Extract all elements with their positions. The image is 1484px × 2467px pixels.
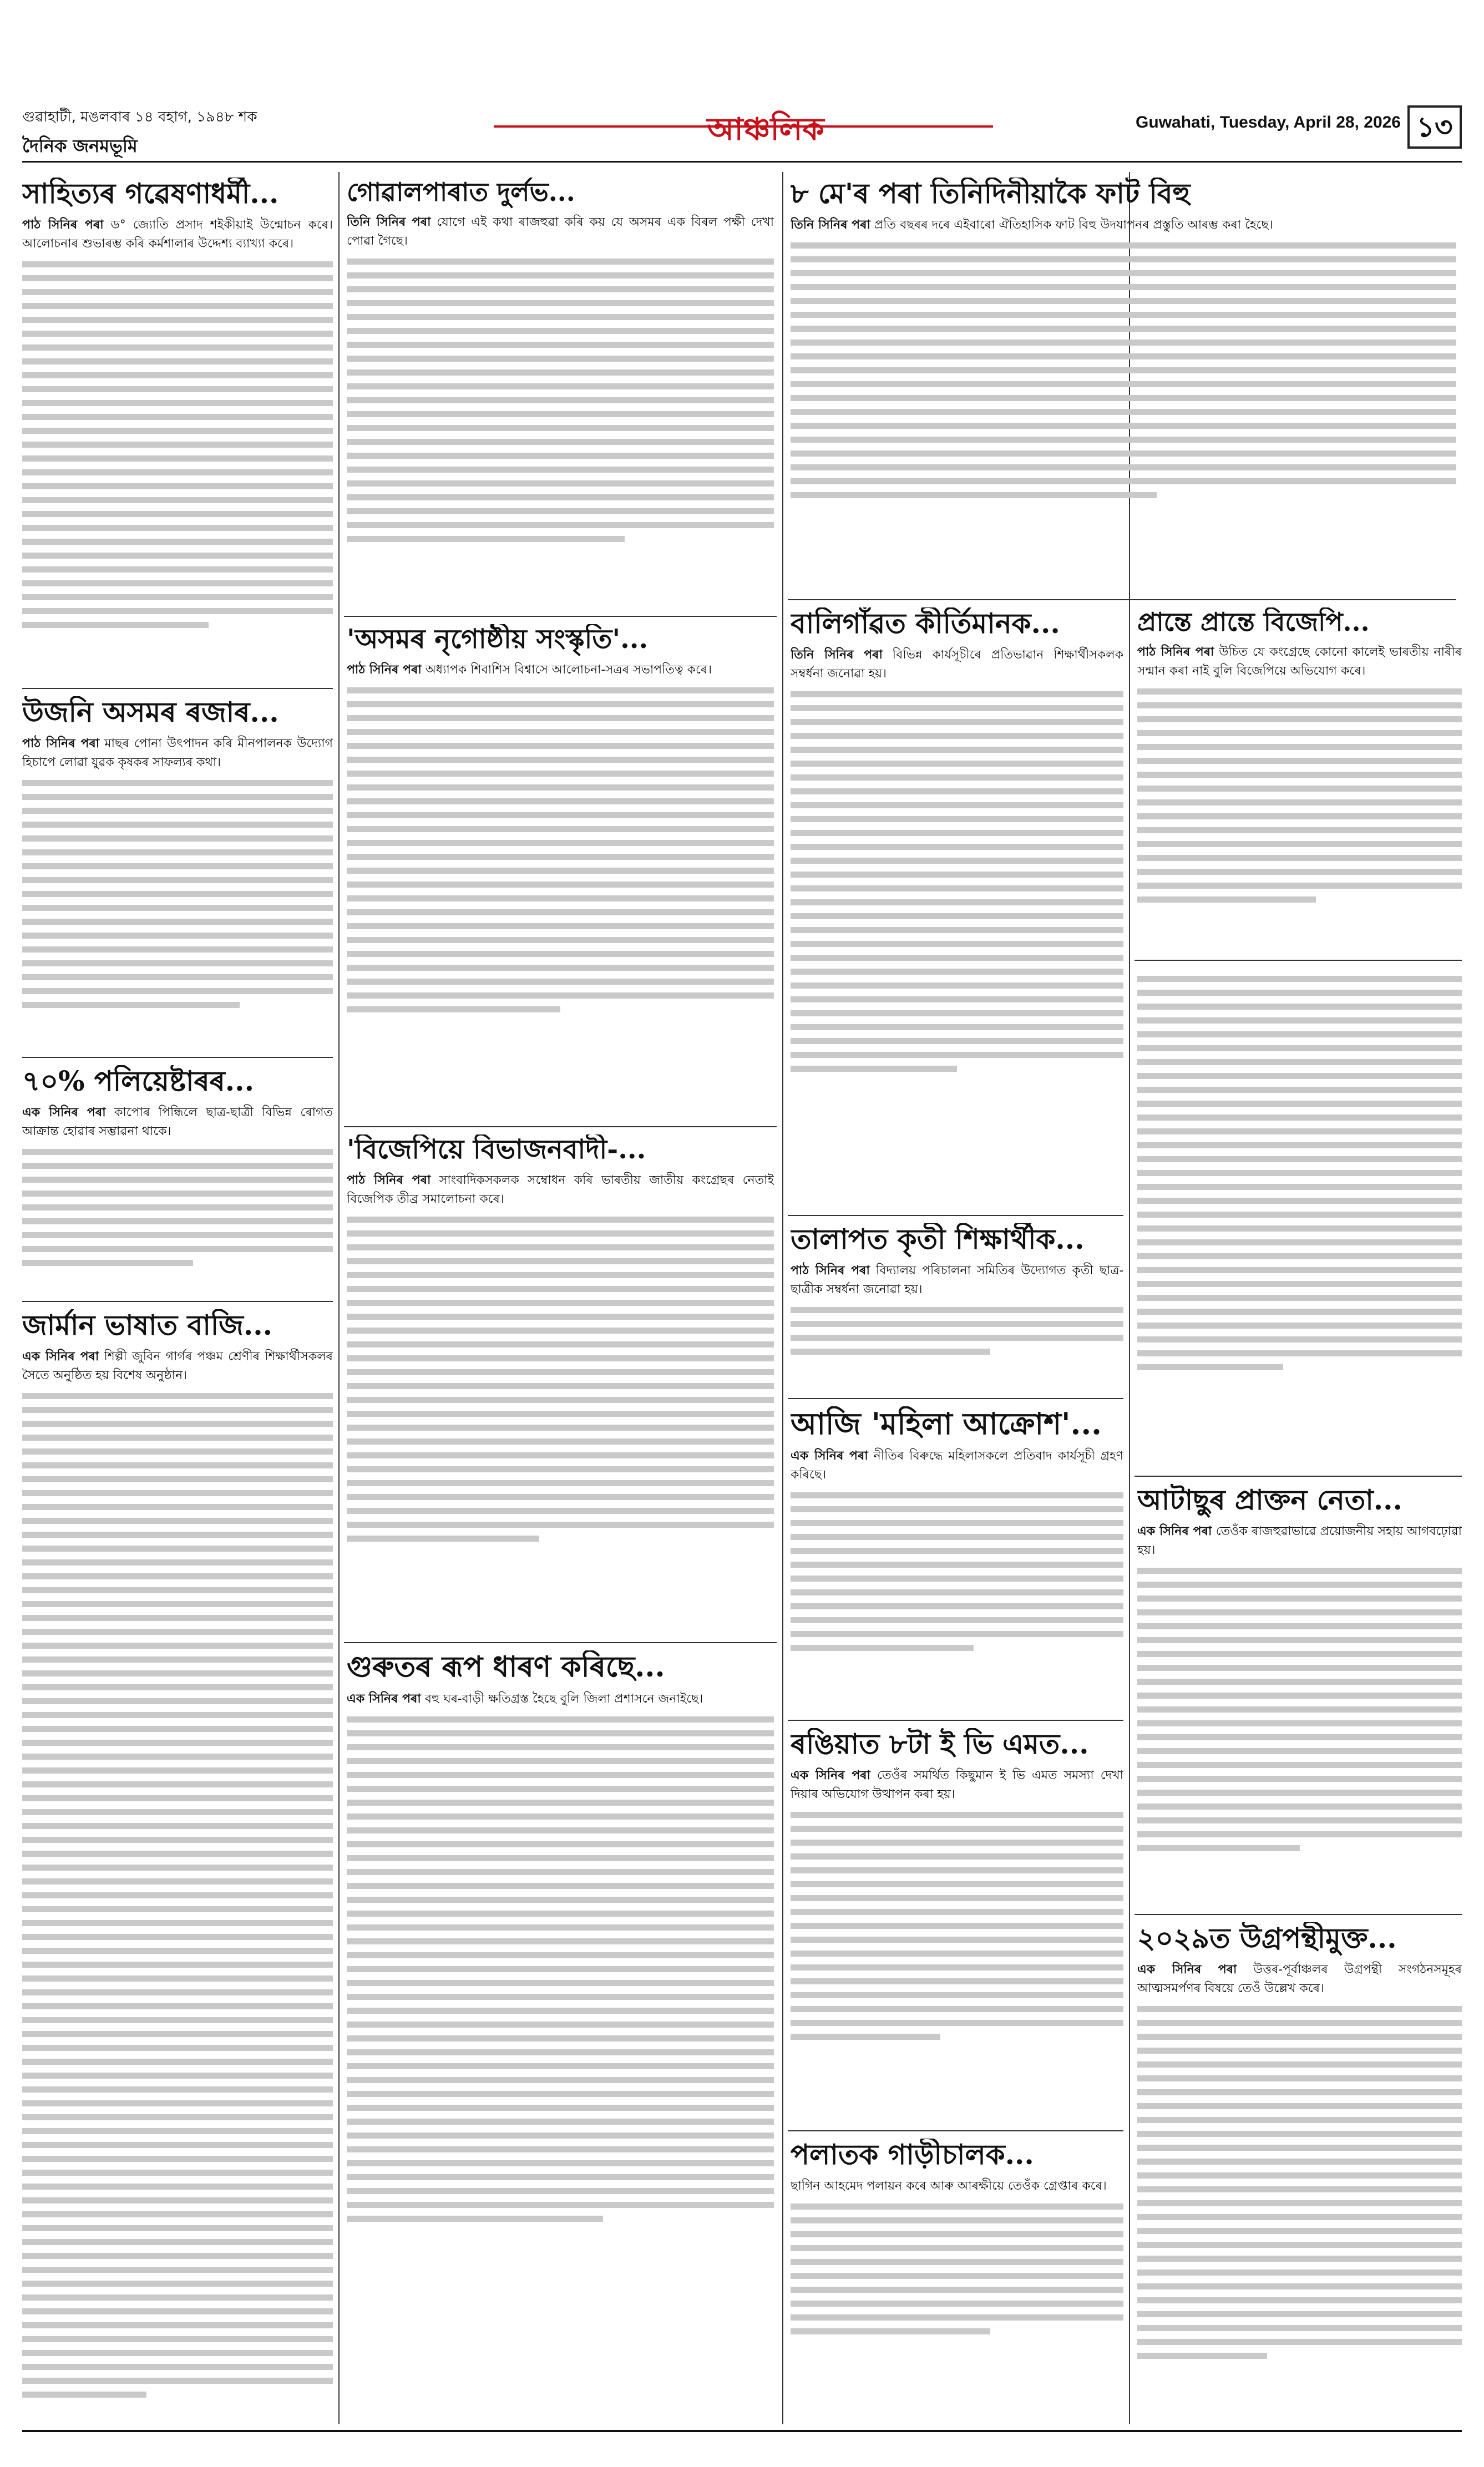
article-body [347,212,774,251]
article [1137,1922,1462,2422]
article-text: মাছৰ পোনা উৎপাদন কৰি মীনপালনক উদ্যোগ হিচাপে লোৱা যুৱক কৃষকৰ সাফল্যৰ কথা। [22,736,333,769]
section-divider [22,688,333,689]
article-headline: 'অসমৰ নৃগোষ্ঠীয় সংস্কৃতি'... [347,624,649,655]
column-divider [782,172,783,2424]
text-placeholder [791,1307,1123,1355]
article-body [347,1689,774,1709]
article-dateline: এক সিনিৰ পৰা [1137,1523,1212,1538]
article-headline: 'বিজেপিয়ে বিভাজনবাদী-... [347,1134,646,1165]
header-divider [22,161,1462,163]
article [791,2139,1123,2422]
section-divider [344,616,777,617]
article-headline: গুৰুতৰ ৰূপ ধাৰণ কৰিছে... [347,1650,665,1684]
text-placeholder [347,687,774,1012]
article-text: যোগে এই কথা ৰাজহুৱা কৰি কয় যে অসমৰ এক বিৰল পক্ষী দেখা পোৱা গৈছে। [347,215,774,248]
article-headline: সাহিত্যৰ গৱেষণাধৰ্মী... [22,178,279,210]
text-placeholder [347,1217,774,1542]
article-body [791,215,1456,235]
section-divider [22,1057,333,1058]
article-body [1137,1522,1462,1560]
local-date: গুৱাহাটী, মঙলবাৰ ১৪ বহাগ, ১৯৪৮ শক [22,109,257,125]
section-divider [788,1215,1123,1216]
paper-name: দৈনিক জনমভূমি [22,135,138,156]
article-dateline: তিনি সিনিৰ পৰা [791,647,883,662]
masthead [22,105,1462,155]
article-text: তেওঁক ৰাজহুৱাভাৱে প্ৰয়োজনীয় সহায় আগবঢ়োৱা হয়। [1137,1524,1462,1557]
text-placeholder [22,1149,333,1266]
article [791,607,1123,1207]
section-divider [788,2130,1123,2131]
section-divider [344,1126,777,1127]
article-body [791,1261,1123,1299]
article-body [1137,642,1462,681]
page-number: ১৩ [1407,105,1462,149]
text-placeholder [791,1812,1123,2040]
article [1137,968,1462,1467]
article [347,1134,774,1634]
masthead-left [22,105,257,162]
article-dateline: পাঠ সিনিৰ পৰা [1137,644,1214,659]
article [22,1309,333,2419]
text-placeholder [1137,2006,1462,2359]
section-divider [1134,1476,1462,1477]
article-text: বিদ্যালয় পৰিচালনা সমিতিৰ উদ্যোগত কৃতী ছাত্ৰ-ছাত্ৰীক সম্বৰ্ধনা জনোৱা হয়। [791,1263,1123,1296]
text-placeholder [791,691,1123,1072]
column-divider [338,172,340,2424]
english-date: Guwahati, Tuesday, April 28, 2026 [1136,113,1401,131]
article [791,1223,1123,1390]
article-dateline: পাঠ সিনিৰ পৰা [347,1173,431,1188]
footer-divider [22,2430,1462,2432]
article-dateline: পাঠ সিনিৰ পৰা [347,662,422,677]
article-dateline: এক সিনিৰ পৰা [791,1767,870,1782]
article-body [347,660,774,680]
article-text: ড° জ্যোতি প্ৰসাদ শইকীয়াই উন্মোচন কৰে। আলোচনাৰ শুভাৰম্ভ কৰি কৰ্মশালাৰ উদ্দেশ্য ব্যাখ্যা কৰে। [22,217,333,251]
article-text: তেওঁৰ সমৰ্থিত কিছুমান ই ভি এমত সমস্যা দেখা দিয়াৰ অভিযোগ উত্থাপন কৰা হয়। [791,1768,1123,1801]
article-body [791,2176,1123,2196]
article-dateline: এক সিনিৰ পৰা [791,1448,868,1463]
article-headline: ২০২৯ত উগ্ৰপন্থীমুক্ত... [1137,1922,1397,1954]
article-dateline: এক সিনিৰ পৰা [22,1105,106,1119]
article-text: কাপোৰ পিন্ধিলে ছাত্ৰ-ছাত্ৰী বিভিন্ন ৰোগত আক্ৰান্ত হোৱাৰ সম্ভাৱনা থাকে। [22,1105,333,1138]
article-body [347,1171,774,1209]
article-dateline: পাঠ সিনিৰ পৰা [791,1263,870,1278]
article-body [791,1766,1123,1804]
article-body [22,1347,333,1385]
article-headline: বালিগাঁৱত কীৰ্তিমানক... [791,607,1060,640]
article-headline: পলাতক গাড়ীচালক... [791,2139,1034,2171]
article-text: শিল্পী জুবিন গাৰ্গৰ পঞ্চম শ্ৰেণীৰ শিক্ষাৰ্থীসকলৰ সৈতে অনুষ্ঠিত হয় বিশেষ অনুষ্ঠান। [22,1349,333,1382]
article-text: বহু ঘৰ-বাড়ী ক্ষতিগ্ৰস্ত হৈছে বুলি জিলা প্ৰশাসনে জনাইছে। [424,1691,703,1706]
section-divider [788,1398,1123,1399]
text-placeholder [22,261,333,628]
article-headline: তালাপত কৃতী শিক্ষাৰ্থীক... [791,1223,1085,1255]
article-headline: আটাছুৰ প্ৰাক্তন নেতা... [1137,1484,1402,1516]
article-dateline: পাঠ সিনিৰ পৰা [22,217,104,232]
article-text: বিভিন্ন কাৰ্যসূচীৰে প্ৰতিভাৱান শিক্ষাৰ্থীসকলক সম্বৰ্ধনা জনোৱা হয়। [791,647,1123,681]
article-body [791,645,1123,683]
article-body [1137,1960,1462,1998]
article-text: নীতিৰ বিৰুদ্ধে মহিলাসকলে প্ৰতিবাদ কাৰ্যসূচী গ্ৰহণ কৰিছে। [791,1449,1123,1482]
section-divider [1134,960,1462,961]
section-divider [788,1720,1123,1721]
section-divider [1134,1914,1462,1915]
article-text: প্ৰতি বছৰৰ দৰে এইবাৰো ঐতিহাসিক ফাট বিহু উদযাপনৰ প্ৰস্তুতি আৰম্ভ কৰা হৈছে। [874,217,1273,232]
article-headline: উজনি অসমৰ ৰজাৰ... [22,696,279,728]
article [347,624,774,1118]
article-body [22,1103,333,1141]
article-headline: গোৱালপাৰাত দুৰ্লভ... [347,178,575,207]
article-dateline: পাঠ সিনিৰ পৰা [22,736,100,751]
text-placeholder [22,1393,333,2398]
section-title: আঞ্চলিক [707,112,824,148]
article [22,178,333,677]
article-body [791,1446,1123,1485]
newspaper-page [22,22,1462,2446]
article-headline: প্ৰান্তে প্ৰান্তে বিজেপি... [1137,607,1370,637]
text-placeholder [791,2203,1123,2334]
article [1137,607,1462,951]
article [347,178,774,605]
article-dateline: এক সিনিৰ পৰা [22,1349,99,1364]
article-dateline: তিনি সিনিৰ পৰা [791,217,870,232]
section-divider [788,599,1456,600]
article-headline: ৮ মে'ৰ পৰা তিনিদিনীয়াকৈ ফাট বিহু [791,178,1191,210]
article-headline: ৭০% পলিয়েষ্টাৰৰ... [22,1065,254,1097]
article-dateline: এক সিনিৰ পৰা [1137,1962,1237,1977]
article [791,178,1456,588]
text-placeholder [1137,976,1462,1370]
text-placeholder [1137,688,1462,903]
section-divider [22,1301,333,1302]
article [791,1406,1123,1711]
article [22,696,333,1046]
text-placeholder [791,242,1456,498]
article-dateline: তিনি সিনিৰ পৰা [347,214,431,229]
text-placeholder [791,1492,1123,1651]
article-text: ছাগিন আহমেদ পলায়ন কৰে আৰু আৰক্ষীয়ে তেওঁক গ্ৰেপ্তাৰ কৰে। [791,2179,1107,2193]
text-placeholder [1137,1568,1462,1851]
text-placeholder [347,259,774,542]
article [22,1065,333,1293]
text-placeholder [22,780,333,1008]
article-text: উত্তৰ-পূৰ্বাঞ্চলৰ উগ্ৰপন্থী সংগঠনসমূহৰ আত্মসমৰ্পণৰ বিষয়ে তেওঁ উল্লেখ কৰে। [1137,1962,1462,1995]
article-headline: আজি 'মহিলা আক্ৰোশ'... [791,1406,1102,1441]
section-divider [344,1642,777,1643]
article-body [22,734,333,772]
article-body [22,215,333,254]
article [1137,1484,1462,1906]
article [791,1728,1123,2122]
text-placeholder [347,1716,774,2222]
article-headline: জাৰ্মান ভাষাত বাজি... [22,1309,273,1341]
article-text: উচিত যে কংগ্ৰেছে কোনো কালেই ভাৰতীয় নাৰীৰ সন্মান কৰা নাই বুলি বিজেপিয়ে অভিযোগ কৰে। [1137,645,1462,678]
article-headline: ৰঙিয়াত ৮টা ই ভি এমত... [791,1728,1089,1760]
article-text: অধ্যাপক শিবাশিস বিশ্বাসে আলোচনা-সত্ৰৰ সভাপতিত্ব কৰে। [425,663,712,677]
article-dateline: এক সিনিৰ পৰা [347,1691,421,1706]
article [347,1650,774,2422]
article-text: সাংবাদিকসকলক সম্বোধন কৰি ভাৰতীয় জাতীয় কংগ্ৰেছৰ নেতাই বিজেপিক তীব্ৰ সমালোচনা কৰে। [347,1173,774,1207]
